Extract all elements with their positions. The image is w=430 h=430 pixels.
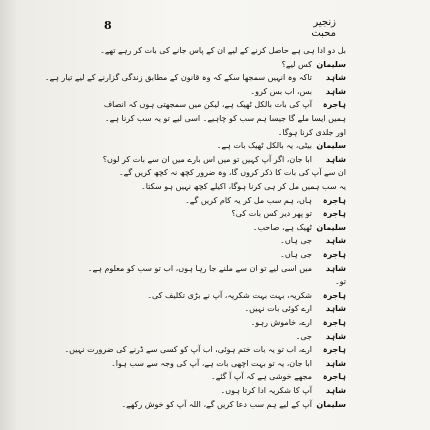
dialogue-line (96, 357, 346, 370)
speaker-name: ہاجرہ (322, 372, 346, 382)
speaker-name: شاہد (325, 154, 346, 164)
speech-text: جی۔ (295, 331, 312, 341)
dialogue-line (96, 234, 346, 247)
speaker-name: سلیمان (316, 141, 346, 151)
speaker-name: ہاجرہ (322, 250, 346, 259)
speaker-name: ہاجرہ (322, 195, 346, 205)
speech-text: شکریہ، بہت بہت شکریہ، آپ نے بڑی تکلیف کی۔ (147, 290, 312, 300)
speech-text: بل دو ادا ہی ہے حاصل کرنے کے لیے ان کے پاس جانے کی بات کر رہے تھے۔ (100, 46, 346, 55)
speech-text: ان سے آپ کی بات کا ذکر کروں گا، وہ ضرور کچھ نہ کچھ کریں گے۔ (118, 168, 346, 178)
speech-text: ارے، اب تو یہ بات ختم ہوئی، اب آپ کو کسی سے ڈرنے کی ضرورت نہیں۔ (64, 345, 312, 355)
dialogue-line (96, 302, 346, 315)
speech-text: بیٹی، یہ بالکل ٹھیک بات ہے۔ (216, 141, 312, 151)
speech-text: بس، اب بس کرو۔ (250, 86, 312, 96)
speaker-name: سلیمان (316, 222, 346, 232)
dialogue-line (96, 221, 346, 234)
speech-text: جی ہاں۔ (280, 250, 312, 259)
dialogue-line (96, 139, 346, 152)
speech-text: ہاں، ہم سب مل کر یہ کام کریں گے۔ (185, 195, 312, 205)
speaker-name: شاہد (325, 73, 346, 83)
speech-text: ابا جان، اگر آپ کہیں تو میں اس بارے میں ان سے بات کر لوں؟ (102, 154, 312, 164)
speaker-name: ہاجرہ (322, 318, 346, 327)
speech-text: ارے کوئی بات نہیں۔ (244, 304, 312, 314)
running-title: زنجیر محبت (311, 17, 336, 39)
dialogue-line (96, 207, 346, 220)
speaker-name: ہاجرہ (322, 290, 346, 300)
speech-text: مجھے خوشی ہے کہ آپ آ گئے۔ (211, 372, 312, 382)
dialogue-line (96, 384, 346, 397)
dialogue-line (96, 370, 346, 383)
speech-text: آپ کا شکریہ ادا کرتا ہوں۔ (220, 386, 312, 395)
speech-text: اور جلدی کرنا ہوگا۔ (277, 127, 346, 137)
speech-text: جی ہاں۔ (280, 236, 312, 246)
dialogue-line (96, 98, 346, 111)
dialogue-line (96, 330, 346, 343)
dialogue-line (96, 58, 346, 71)
speech-text: کس لیے؟ (281, 59, 312, 69)
speaker-name: شاہد (325, 236, 346, 246)
dialogue-line (96, 44, 346, 57)
dialogue-line (96, 194, 346, 207)
dialogue-line (44, 71, 346, 84)
speech-text: ابا جان، یہ تو بہت اچھی بات ہے، آپ کی وجہ سے سب ہوا۔ (111, 358, 312, 368)
dialogue-line (96, 85, 346, 98)
speaker-name: شاہد (325, 304, 346, 314)
dialogue-line (96, 112, 346, 125)
dialogue-line (96, 316, 346, 329)
speech-text: تو۔ (334, 277, 346, 287)
speaker-name: شاہد (325, 86, 346, 96)
speaker-name: سلیمان (316, 59, 346, 69)
speaker-name: ہاجرہ (322, 209, 346, 219)
dialogue-line (64, 343, 346, 356)
speech-text: یہ سب ہمیں مل کر ہی کرنا ہوگا، اکیلے کچھ نہیں ہو سکتا۔ (141, 182, 346, 191)
dialogue-line (96, 180, 346, 193)
speaker-name: ہاجرہ (322, 100, 346, 110)
speech-text: ہمیں ایسا ملے گا جیسا ہم سب کو چاہیے۔ اسی لیے تو یہ سب کرنا ہے۔ (104, 114, 346, 123)
speaker-name: شاہد (325, 331, 346, 341)
speech-text: آپ کے لیے ہم سب دعا کریں گے، اللہ آپ کو خوش رکھے۔ (121, 399, 312, 409)
page-number: 8 (104, 19, 112, 32)
speaker-name: شاہد (325, 263, 346, 273)
speech-text: آپ کی بات بالکل ٹھیک ہے، لیکن میں سمجھتی ہوں کہ انصاف (103, 100, 312, 110)
speech-text: تو پھر دیر کس بات کی؟ (231, 209, 312, 219)
speaker-name: سلیمان (316, 399, 346, 409)
speech-text: ارے، خاموش رہو۔ (250, 318, 312, 327)
dialogue-line (96, 248, 346, 261)
dialogue-block (44, 44, 346, 424)
dialogue-line (96, 289, 346, 302)
dialogue-line (96, 153, 346, 166)
speaker-name: شاہد (325, 386, 346, 395)
dialogue-line (96, 398, 346, 411)
speaker-name: شاہد (325, 358, 346, 368)
speech-text: ٹھیک ہے، صاحب۔ (252, 222, 312, 232)
dialogue-line (96, 275, 346, 288)
speaker-name: ہاجرہ (322, 345, 346, 355)
dialogue-line (96, 126, 346, 139)
page-gutter-shadow (0, 0, 18, 430)
dialogue-line (96, 166, 346, 179)
speech-text: میں اسی لیے تو ان سے ملنے جا رہا ہوں، اب تو سب کو معلوم ہے۔ (87, 263, 312, 273)
speech-text: تاکہ وہ انہیں سمجھا سکے کہ وہ قانون کے مطابق زندگی گزارنے کے لیے تیار ہے۔ (44, 73, 312, 83)
dialogue-line (87, 262, 346, 275)
